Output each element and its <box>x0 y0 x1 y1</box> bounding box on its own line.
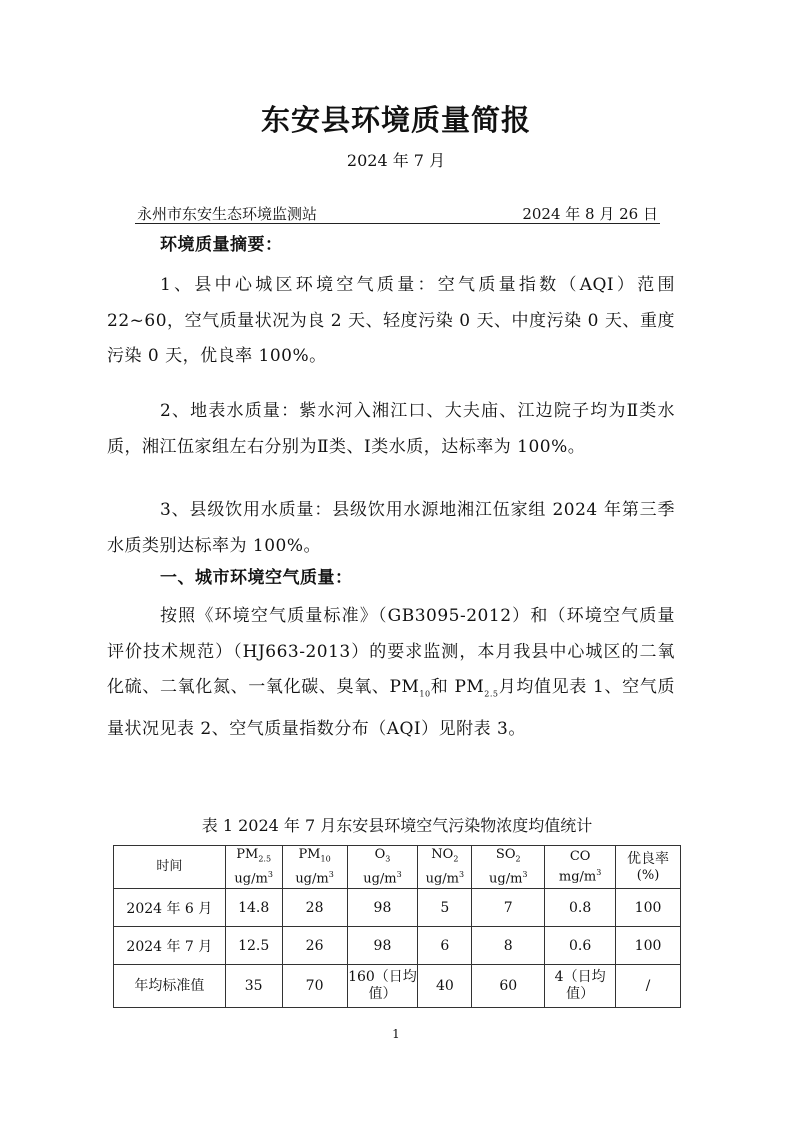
table-cell: 35 <box>225 965 282 1008</box>
table-cell: 5 <box>418 889 472 927</box>
table-cell: 8 <box>472 927 545 965</box>
header-no2: $NO_2$ $ug/m^3$ <box>418 846 472 889</box>
table-cell: 4（日均值） <box>545 965 616 1008</box>
table-row <box>114 889 681 927</box>
pollutant-table <box>113 845 681 1008</box>
table-cell: 70 <box>282 965 347 1008</box>
summary-heading: 环境质量摘要： <box>160 235 283 255</box>
report-title: 东安县环境质量简报 <box>260 103 531 137</box>
table-cell: 2024 年 6 月 <box>114 889 226 927</box>
header-rule <box>135 201 660 224</box>
table-cell: 12.5 <box>225 927 282 965</box>
table-row <box>114 927 681 965</box>
table-cell: 年均标准值 <box>114 965 226 1008</box>
table-cell: 60 <box>472 965 545 1008</box>
header-time: 时间 <box>114 846 226 889</box>
table-cell: 40 <box>418 965 472 1008</box>
air-intro-paragraph <box>107 599 675 747</box>
summary-water: 2、地表水质量：紫水河入湘江口、大夫庙、江边院子均为Ⅱ类水质，湘江伍家组左右分别为Ⅱ类、Ⅰ类水质，达标率为 100%。 <box>107 401 675 457</box>
report-issue: 2024 年 7 月 <box>346 151 446 170</box>
table-cell: 14.8 <box>225 889 282 927</box>
table-cell: / <box>616 965 681 1008</box>
table-cell: 28 <box>282 889 347 927</box>
header-o3: $O_3$ $ug/m^3$ <box>347 846 418 889</box>
table-cell: 6 <box>418 927 472 965</box>
table-cell: 160（日均值） <box>347 965 418 1008</box>
table-cell: 26 <box>282 927 347 965</box>
air-intro-part1: 按照《环境空气质量标准》（GB3095-2012）和（环境空气质量评价技术规范）（HJ663-2013）的要求监测，本月我县中心城区的二氧化硫、二氧化氮、一氧化碳、臭氧、PM <box>107 606 675 697</box>
table-cell: 98 <box>347 889 418 927</box>
table-cell: 100 <box>616 889 681 927</box>
header-good-rate: 优良率 (%) <box>616 846 681 889</box>
table-cell: 2024 年 7 月 <box>114 927 226 965</box>
header-pm25: $PM_{2.5}$ $ug/m^3$ <box>225 846 282 889</box>
table-header-row <box>114 846 681 889</box>
section-air-heading: 一、城市环境空气质量： <box>160 568 353 588</box>
summary-drinking-water: 3、县级饮用水质量：县级饮用水源地湘江伍家组 2024 年第三季水质类别达标率为 100%。 <box>107 500 675 556</box>
header-so2: $SO_2$ $ug/m^3$ <box>472 846 545 889</box>
table-cell: 0.8 <box>545 889 616 927</box>
table-cell: 7 <box>472 889 545 927</box>
release-date: 2024 年 8 月 26 日 <box>522 205 658 223</box>
issuing-organization: 永州市东安生态环境监测站 <box>137 205 318 223</box>
pm10-subscript: 10 <box>419 689 431 699</box>
table-cell: 100 <box>616 927 681 965</box>
table-cell: 0.6 <box>545 927 616 965</box>
air-intro-part3: 月均值见表 1、空气质量状况见表 2、空气质量指数分布（AQI）见附表 3。 <box>107 677 675 739</box>
air-intro-part2: 和 PM <box>430 677 485 697</box>
table-row <box>114 965 681 1008</box>
summary-air: 1、县中心城区环境空气质量：空气质量指数（AQI）范围22~60，空气质量状况为良 2 天、轻度污染 0 天、中度污染 0 天、重度污染 0 天，优良率 100%。 <box>107 275 675 366</box>
header-pm10: $PM_{10}$ $ug/m^3$ <box>282 846 347 889</box>
pm25-subscript: 2.5 <box>484 689 499 699</box>
table-caption: 表 1 2024 年 7 月东安县环境空气污染物浓度均值统计 <box>201 816 593 835</box>
page-number: 1 <box>392 1027 400 1041</box>
table-cell: 98 <box>347 927 418 965</box>
header-co: CO $mg/m^3$ <box>545 846 616 889</box>
